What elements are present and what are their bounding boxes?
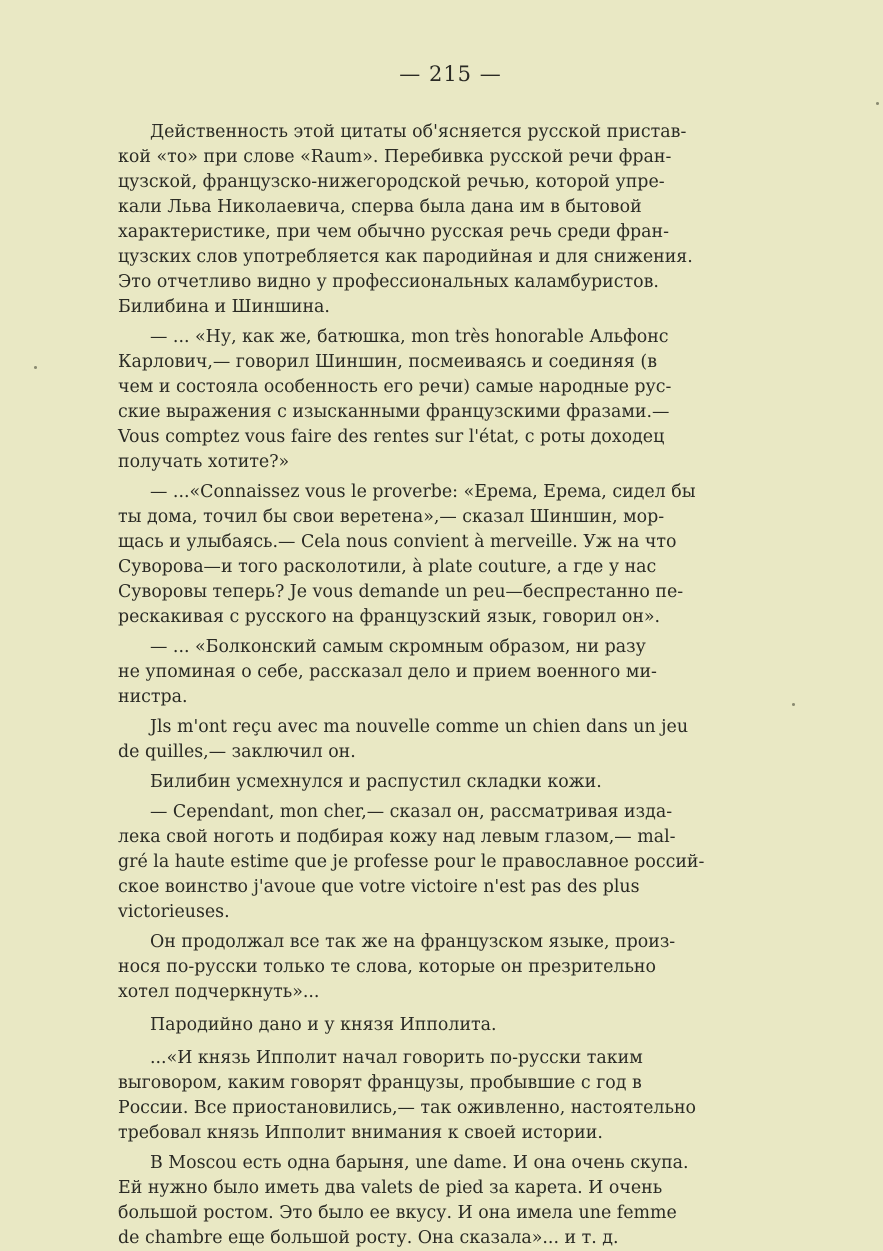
paragraph: — ...«Connaissez vous le proverbe: «Ерема, Ерема, сидел бы ты дома, точил бы свои веретена»,— сказал Шиншин, мор- щась и улыбаясь.— Cela nous convient à merveille. Уж на что Суворова—и того расколотили, à plate couture, а где у нас Суворовы теперь? Je vous demande un peu—беспрестанно пе- рескакивая с русского на французский язык, говорил он». <box>118 482 696 627</box>
paper-speck <box>792 703 795 706</box>
page-text <box>118 120 783 1251</box>
paragraph: Он продолжал все так же на французском языке, произ- нося по-русски только те слова, которые он презрительно хотел подчеркнуть»... <box>118 932 676 1002</box>
paragraph: — ... «Болконский самым скромным образом, ни разу не упоминая о себе, рассказал дело и прием военного ми- нистра. <box>118 637 657 707</box>
paragraph: В Moscou есть одна барыня, une dame. И она очень скупа. Ей нужно было иметь два valets de pied за карета. И очень большой ростом. Это было ее вкусу. И она имела une femme de chambre еще большой росту. Она сказала»... и т. д. <box>118 1153 689 1248</box>
paragraph: — ... «Ну, как же, батюшка, mon très honorable Альфонс Карлович,— говорил Шиншин, посмеиваясь и соединяя (в чем и состояла особенность его речи) самые народные рус- ские выражения с изысканными французскими фразами.— Vous comptez vous faire des rentes sur l'état, с роты доходец получать хотите?» <box>118 327 672 472</box>
page-number: — 215 — <box>399 62 502 86</box>
paragraph: ...«И князь Ипполит начал говорить по-русски таким выговором, каким говорят французы, пробывшие с год в России. Все приостановились,— так оживленно, настоятельно требовал князь Ипполит внимания к своей истории. <box>118 1048 697 1143</box>
paragraph: — Cependant, mon cher,— сказал он, рассматривая изда- лека свой ноготь и подбирая кожу над левым глазом,— mal- gré la haute estime que je professe pour le православное россий- ское воинство j'avoue que votre victoire n'est pas des plus victorieuses. <box>118 802 705 922</box>
paper-speck <box>876 102 879 105</box>
paragraph: Билибин усмехнулся и распустил складки кожи. <box>150 772 602 792</box>
paragraph: Jls m'ont reçu avec ma nouvelle comme un chien dans un jeu de quilles,— заключил он. <box>118 717 689 762</box>
paper-speck <box>34 366 37 369</box>
paragraph: Действенность этой цитаты об'ясняется русской пристав- кой «то» при слове «Raum». Перебивка русской речи фран- цузской, французско-нижегородской речью, которой упре- кали Льва Николаевича, сперва была дана им в бытовой характеристике, при чем обычно русская речь среди фран- цузских слов употребляется как пародийная и для снижения. Это отчетливо видно у профессиональных каламбуристов. Билибина и Шиншина. <box>118 122 693 317</box>
paragraph: Пародийно дано и у князя Ипполита. <box>150 1015 497 1035</box>
